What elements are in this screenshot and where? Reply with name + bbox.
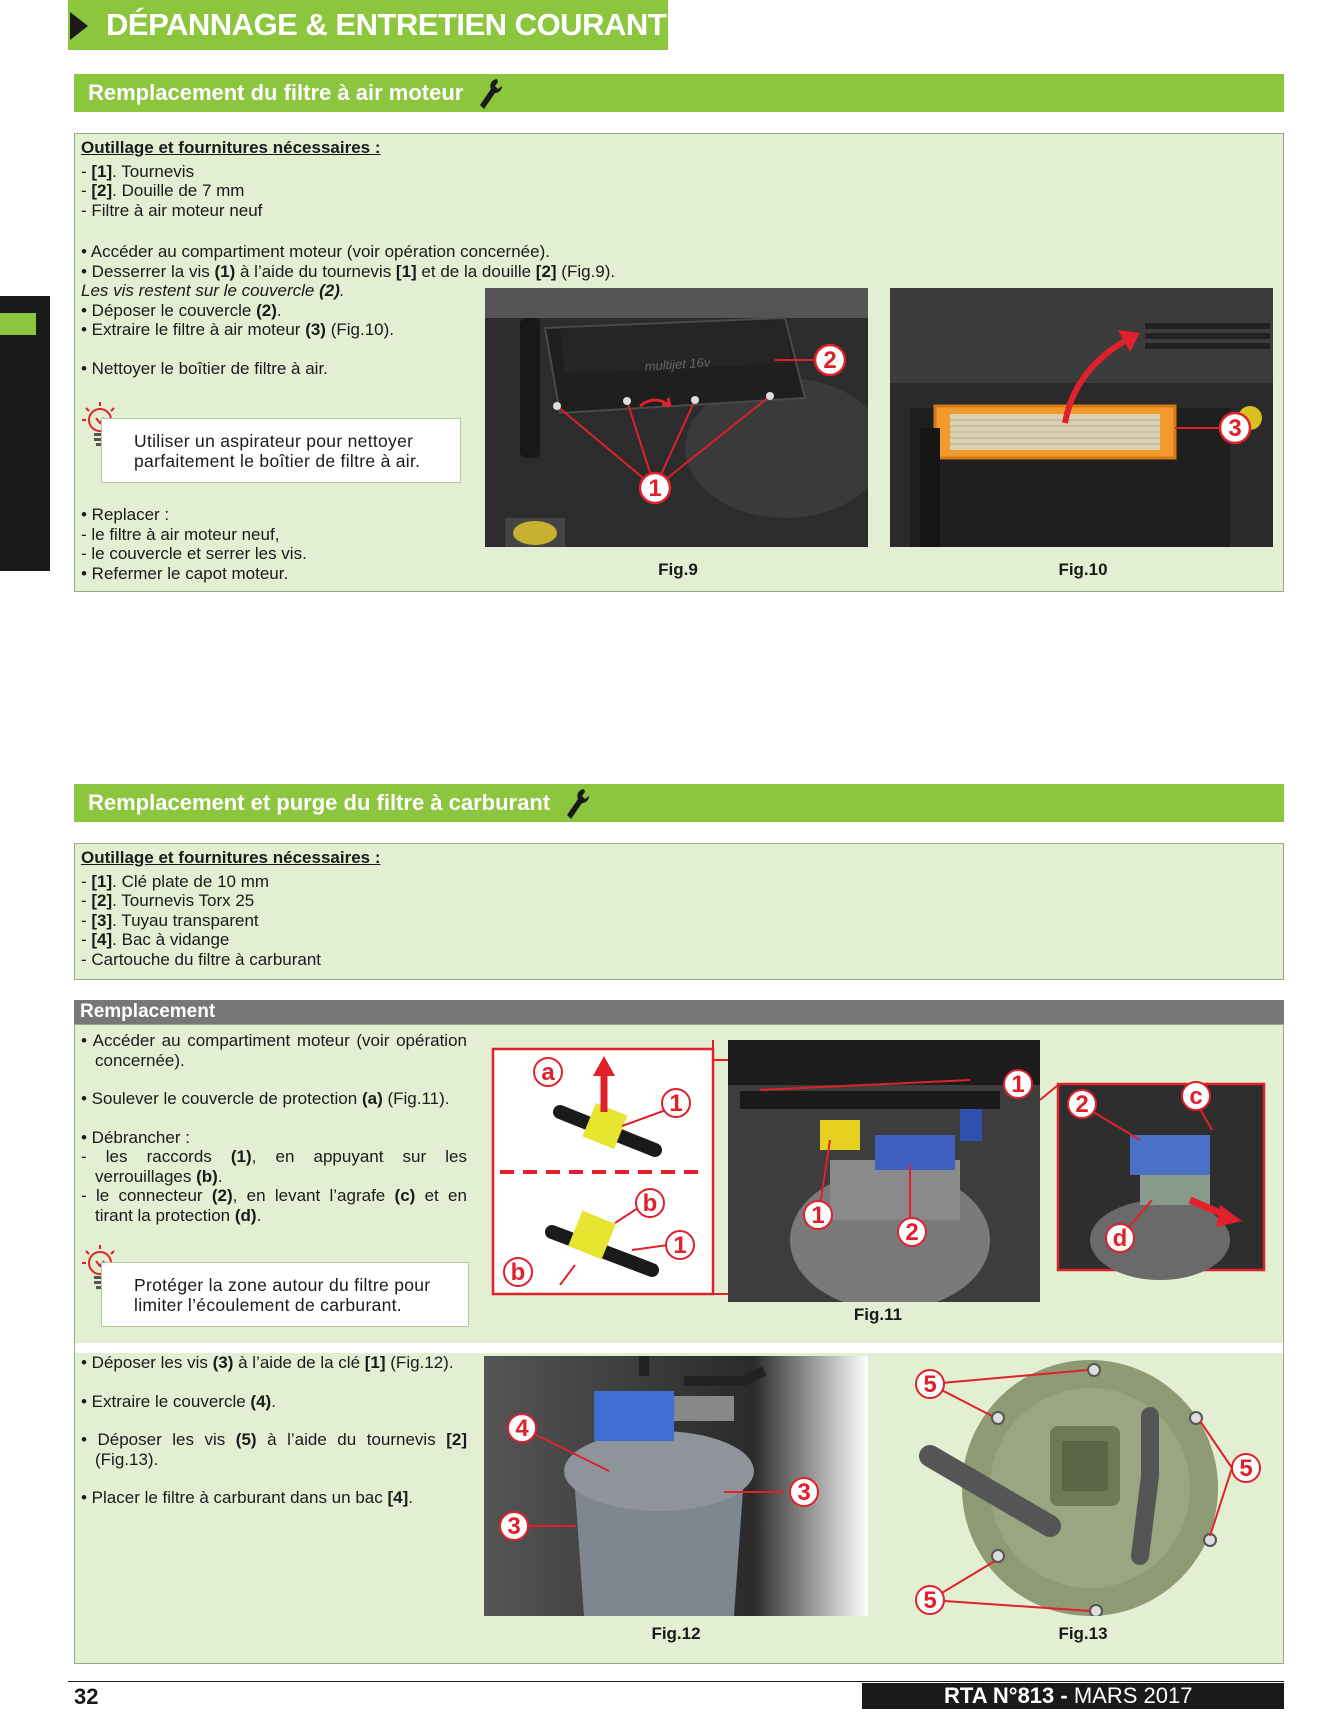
fig9-caption: Fig.9: [658, 560, 698, 579]
callout-3: 3: [507, 1513, 521, 1540]
callout-5: 5: [923, 1587, 937, 1614]
tip-text: Protéger la zone autour du filtre pour limiter l’écoulement de carburant.: [134, 1275, 431, 1315]
step-text: • Nettoyer le boîtier de filtre à air.: [81, 358, 328, 378]
tool-item: - [2]. Douille de 7 mm: [81, 181, 245, 200]
callout-5: 5: [923, 1371, 937, 1398]
step-text: • Replacer :: [81, 505, 170, 524]
step-text: • Débrancher :: [81, 1127, 190, 1147]
fig9-image: [485, 288, 868, 547]
tool-item: - [1]. Clé plate de 10 mm: [81, 871, 270, 891]
tip-text: Utiliser un aspirateur pour nettoyer parfaitement le boîtier de filtre à air.: [134, 431, 421, 471]
tool-item: - Cartouche du filtre à carburant: [81, 949, 322, 969]
side-tab-marker: [0, 313, 36, 335]
callout-d: d: [1112, 1225, 1128, 1252]
callout-4: 4: [515, 1415, 529, 1442]
callout-2: 2: [1075, 1091, 1089, 1118]
section-title-fuel-filter: [74, 784, 1284, 822]
callout-1: 1: [1011, 1071, 1025, 1098]
section-title-text: Remplacement du filtre à air moteur: [88, 80, 464, 105]
step-text: - le connecteur (2), en levant l’agrafe (c) et en tirant la protection (d).: [81, 1186, 467, 1225]
panel-divider: [75, 1343, 1283, 1353]
fig11-image: [490, 1040, 1270, 1302]
callout-1: 1: [648, 475, 662, 502]
magazine-title: RTA N°813 -: [944, 1683, 1074, 1708]
section-title-air-filter: [74, 74, 1284, 112]
callout-1: 1: [673, 1232, 687, 1259]
footer-magazine: [862, 1683, 1284, 1709]
tool-item: - [1]. Tournevis: [81, 161, 195, 181]
air-filter-steps-bottom: [81, 505, 421, 583]
tool-item: - Filtre à air moteur neuf: [81, 200, 263, 220]
callout-1: 1: [669, 1090, 683, 1117]
cover-engraving: multijet 16v: [644, 354, 711, 374]
step-text: - les raccords (1), en appuyant sur les verrouillages (b).: [81, 1147, 468, 1186]
step-text: • Accéder au compartiment moteur (voir opération concernée).: [81, 1031, 467, 1070]
step-text: • Extraire le couvercle (4).: [81, 1391, 276, 1411]
fig12-caption: Fig.12: [651, 1624, 701, 1643]
wrench-icon: [564, 787, 590, 821]
fuel-steps-top: [81, 1031, 467, 1225]
callout-3: 3: [1228, 415, 1242, 442]
callout-2: 2: [823, 347, 837, 374]
wrench-icon: [477, 77, 503, 111]
tool-item: - [2]. Tournevis Torx 25: [81, 891, 255, 910]
step-text: • Refermer le capot moteur.: [81, 563, 289, 583]
fig10-image: [890, 288, 1273, 547]
tool-item: - [4]. Bac à vidange: [81, 930, 230, 949]
step-text: • Soulever le couvercle de protection (a) (Fig.11).: [81, 1089, 450, 1108]
step-text: - le filtre à air moteur neuf,: [81, 524, 280, 544]
fig12-image: [484, 1356, 868, 1616]
tools-heading: Outillage et fournitures nécessaires :: [81, 138, 381, 157]
fig10-caption: Fig.10: [1058, 560, 1108, 579]
tools-heading: Outillage et fournitures nécessaires :: [81, 848, 381, 867]
fig13-caption: Fig.13: [1058, 1624, 1108, 1643]
footer-rule: [68, 1681, 1284, 1682]
banner-arrow-icon: [70, 12, 88, 40]
step-text: • Déposer les vis (5) à l’aide du tournevis [2] (Fig.13).: [81, 1430, 467, 1469]
step-text: • Extraire le filtre à air moteur (3) (Fig.10).: [81, 320, 394, 339]
fig13-image: [890, 1356, 1273, 1616]
callout-2: 2: [905, 1219, 919, 1246]
section-title-text: Remplacement et purge du filtre à carburant: [88, 790, 551, 815]
fuel-steps-bottom: [81, 1353, 467, 1508]
step-text: • Déposer les vis (3) à l’aide de la clé [1] (Fig.12).: [81, 1353, 454, 1372]
callout-3: 3: [797, 1479, 811, 1506]
air-filter-tools: [81, 138, 481, 220]
tool-item: - [3]. Tuyau transparent: [81, 910, 259, 930]
tip-box: [101, 1262, 469, 1327]
callout-1: 1: [811, 1202, 825, 1229]
callout-c: c: [1189, 1083, 1203, 1110]
page-banner: DÉPANNAGE & ENTRETIEN COURANT: [68, 0, 668, 50]
step-text: • Accéder au compartiment moteur (voir opération concernée).: [81, 242, 550, 261]
side-tab: [0, 296, 50, 571]
callout-5: 5: [1239, 1455, 1253, 1482]
subsection-title: Remplacement: [74, 1000, 1284, 1024]
step-text: • Desserrer la vis (1) à l’aide du tournevis [1] et de la douille [2] (Fig.9).: [81, 261, 616, 281]
page-number: 32: [74, 1684, 99, 1709]
tip-box: [101, 418, 461, 483]
step-text: • Déposer le couvercle (2).: [81, 300, 282, 320]
fig11-caption: Fig.11: [853, 1305, 903, 1324]
callout-b: b: [642, 1190, 658, 1217]
fuel-filter-tools: [81, 848, 481, 969]
step-note: Les vis restent sur le couvercle (2).: [81, 281, 345, 300]
callout-b: b: [510, 1259, 526, 1286]
step-text: • Placer le filtre à carburant dans un bac [4].: [81, 1488, 413, 1507]
step-text: - le couvercle et serrer les vis.: [81, 544, 307, 563]
issue-date: MARS 2017: [1073, 1683, 1193, 1708]
callout-a: a: [541, 1059, 555, 1086]
